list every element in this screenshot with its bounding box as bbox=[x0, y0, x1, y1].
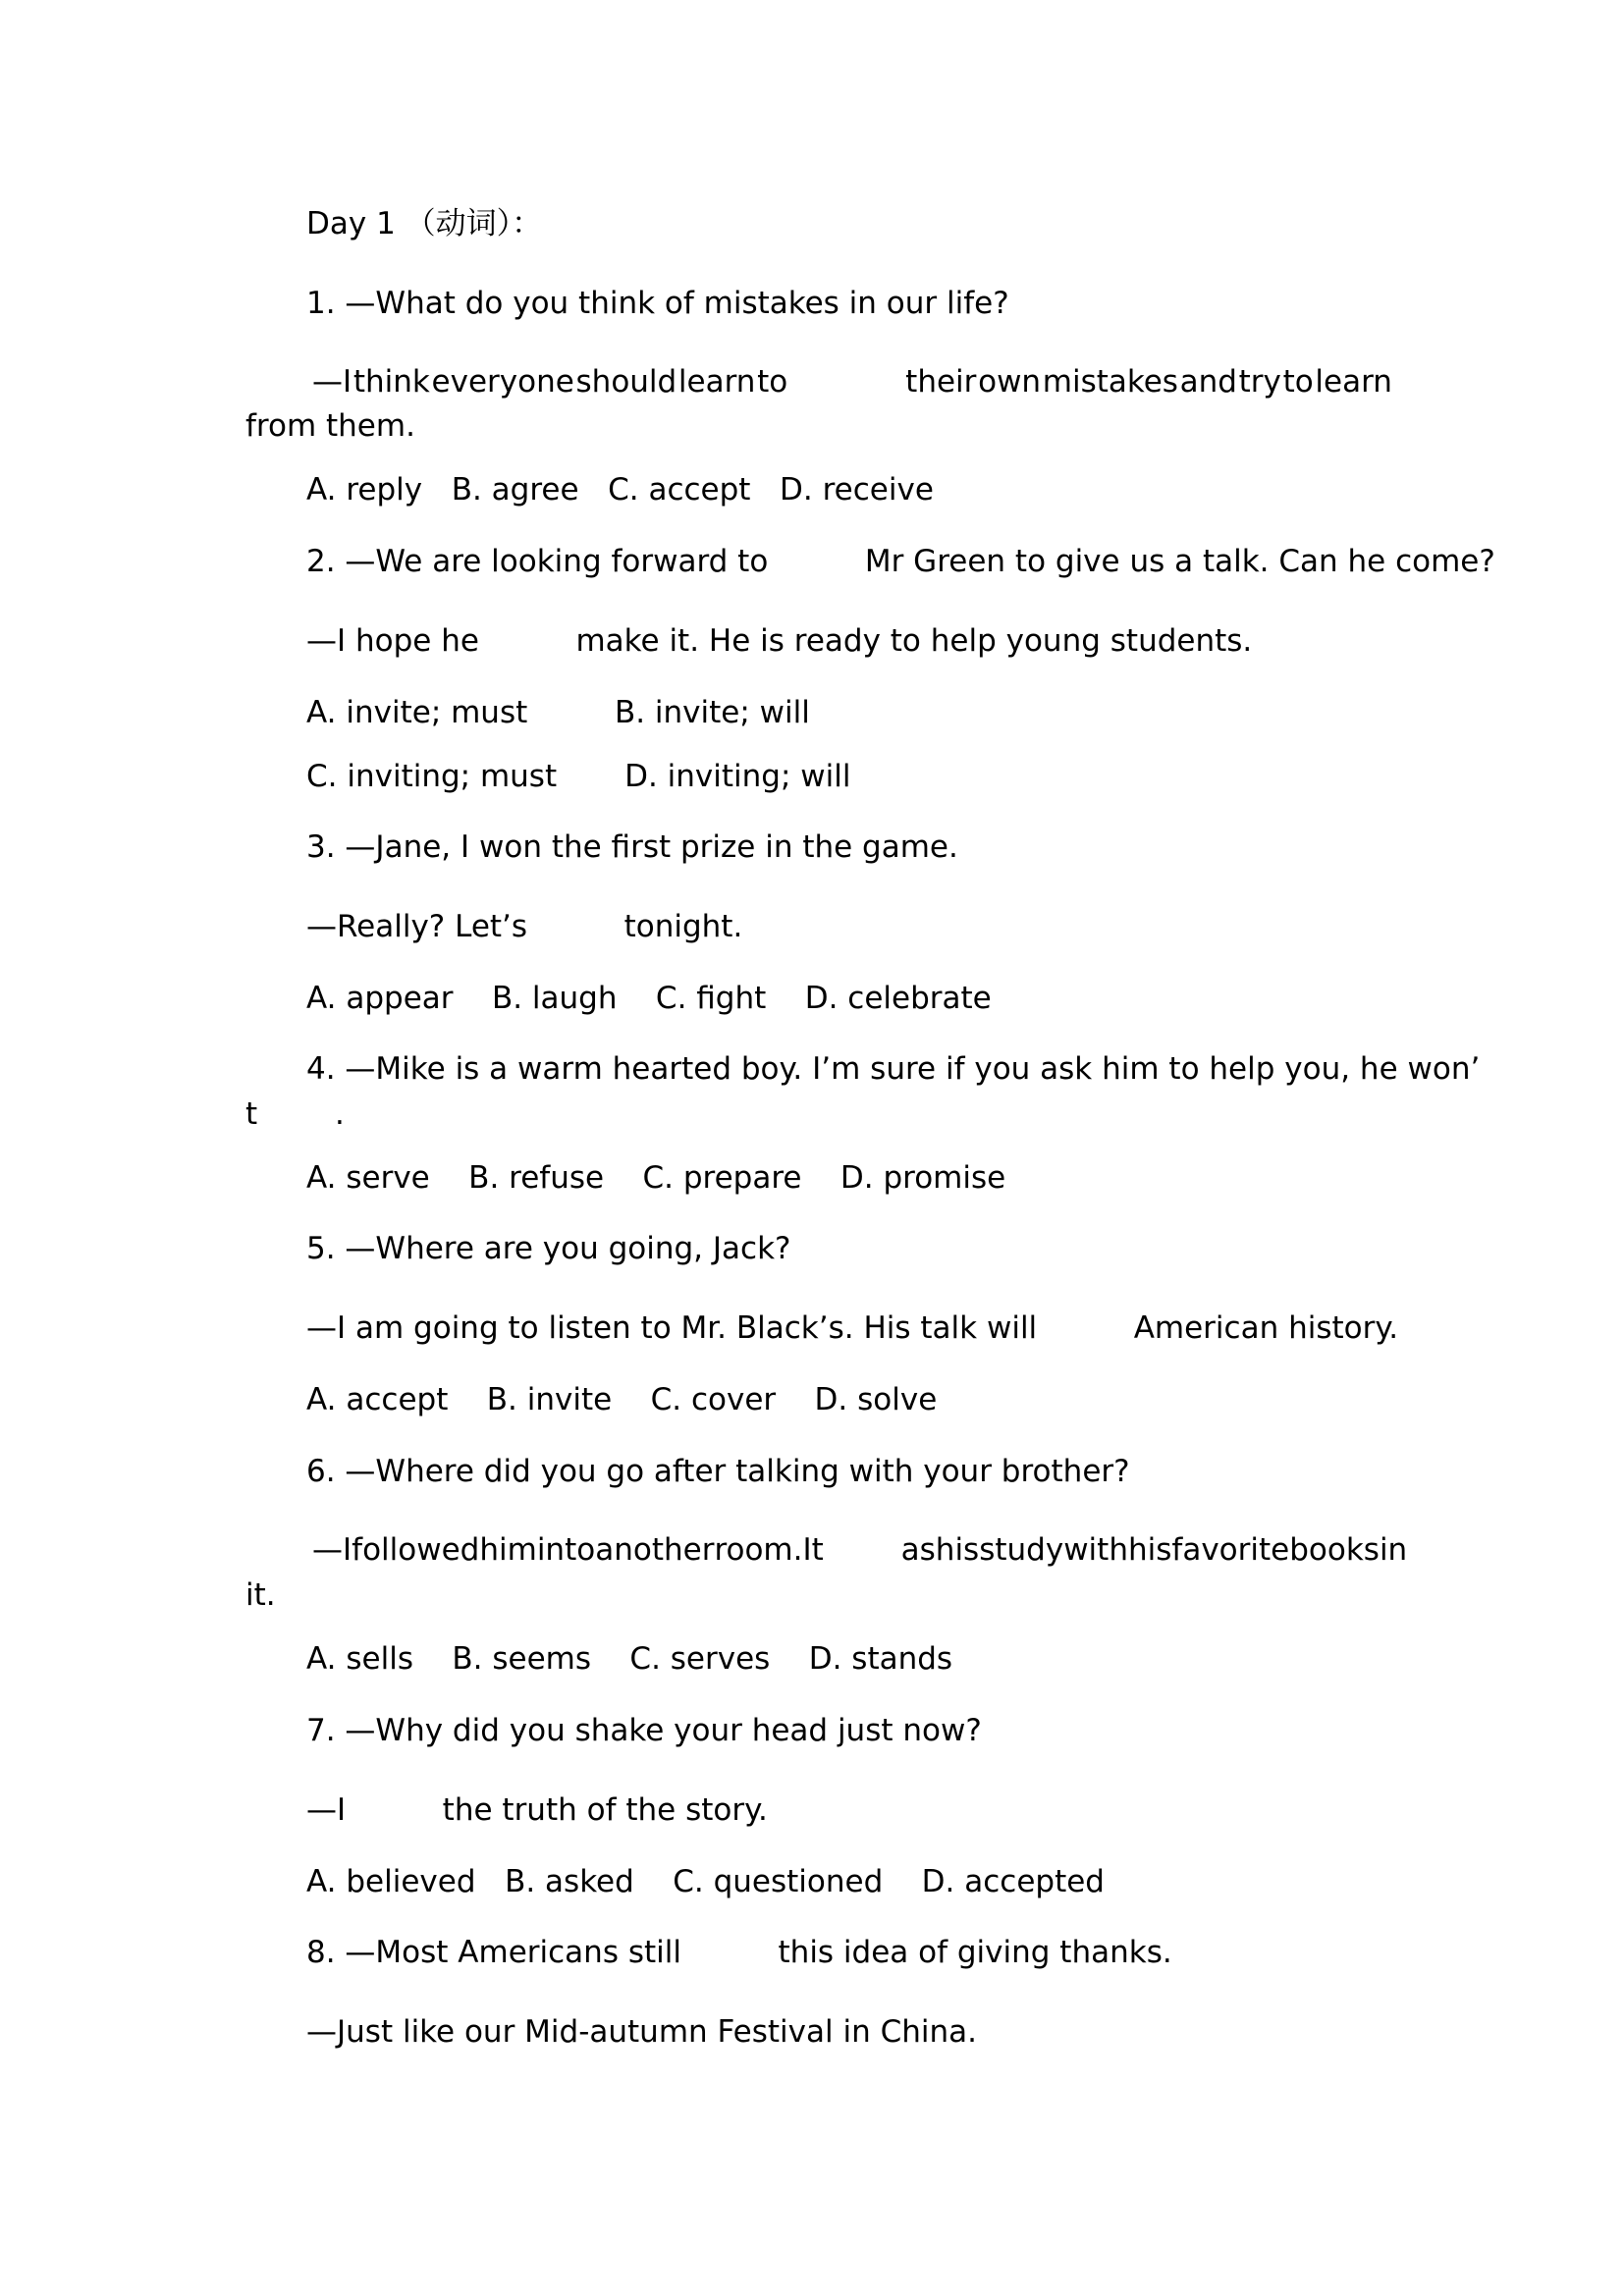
q2-options-line2: C. inviting; must D. inviting; will bbox=[306, 759, 851, 794]
q1-question: 1. —What do you think of mistakes in our life? bbox=[306, 286, 1009, 321]
q1-word: should bbox=[575, 364, 677, 400]
q2-options-line1: A. invite; must B. invite; will bbox=[306, 695, 810, 730]
q6-word: —I bbox=[312, 1532, 352, 1568]
q6-word: his bbox=[1127, 1532, 1172, 1568]
q6-word: study bbox=[979, 1532, 1064, 1568]
q6-word: room. bbox=[714, 1532, 803, 1568]
q4-options: A. serve B. refuse C. prepare D. promise bbox=[306, 1160, 1006, 1196]
q6-word: his bbox=[935, 1532, 980, 1568]
q6-word: followed bbox=[352, 1532, 480, 1568]
q6-question: 6. —Where did you go after talking with your brother? bbox=[306, 1454, 1130, 1489]
day-heading: Day 1 （动词）： bbox=[306, 206, 543, 241]
q1-word: everyone bbox=[431, 364, 574, 400]
q5-question: 5. —Where are you going, Jack? bbox=[306, 1231, 791, 1266]
q1-word: own bbox=[978, 364, 1042, 400]
q6-options: A. sells B. seems C. serves D. stands bbox=[306, 1641, 953, 1677]
q1-word: to bbox=[757, 364, 788, 400]
q1-word: learn bbox=[1315, 364, 1392, 400]
q5-answer: —I am going to listen to Mr. Black’s. His talk will American history. bbox=[306, 1310, 1399, 1346]
q8-answer: —Just like our Mid-autumn Festival in China. bbox=[306, 2014, 977, 2050]
q6-word: as bbox=[823, 1532, 936, 1568]
q1-word: think bbox=[352, 364, 430, 400]
q8-question: 8. —Most Americans still this idea of giving thanks. bbox=[306, 1935, 1172, 1970]
q7-answer: —I the truth of the story. bbox=[306, 1792, 768, 1828]
q7-options: A. believed B. asked C. questioned D. accepted bbox=[306, 1864, 1105, 1899]
q1-answer bbox=[312, 364, 1392, 400]
q1-word: their bbox=[788, 364, 977, 400]
q1-word: and bbox=[1179, 364, 1237, 400]
q1-word: learn bbox=[677, 364, 756, 400]
q6-word: It bbox=[802, 1532, 824, 1568]
q6-answer-wrap: it. bbox=[245, 1577, 276, 1613]
q2-answer: —I hope he make it. He is ready to help young students. bbox=[306, 623, 1253, 659]
q1-word: mistakes bbox=[1042, 364, 1178, 400]
q3-options: A. appear B. laugh C. fight D. celebrate bbox=[306, 981, 992, 1016]
q1-answer-wrap: from them. bbox=[245, 408, 415, 444]
q6-word: favorite bbox=[1171, 1532, 1290, 1568]
q3-question: 3. —Jane, I won the first prize in the game. bbox=[306, 829, 958, 865]
q6-answer bbox=[312, 1532, 1408, 1568]
q6-word: with bbox=[1063, 1532, 1128, 1568]
q1-options: A. reply B. agree C. accept D. receive bbox=[306, 472, 934, 507]
q6-word: in bbox=[1379, 1532, 1408, 1568]
q5-options: A. accept B. invite C. cover D. solve bbox=[306, 1382, 938, 1417]
q2-question: 2. —We are looking forward to Mr Green to give us a talk. Can he come? bbox=[306, 544, 1495, 579]
q1-word: —I bbox=[312, 364, 352, 400]
q3-answer: —Really? Let’s tonight. bbox=[306, 909, 743, 944]
q4-question-wrap: t . bbox=[245, 1096, 345, 1132]
q4-question: 4. —Mike is a warm hearted boy. I’m sure if you ask him to help you, he won’ bbox=[306, 1051, 1481, 1087]
q6-word: him bbox=[479, 1532, 537, 1568]
q6-word: another bbox=[595, 1532, 715, 1568]
q6-word: into bbox=[536, 1532, 596, 1568]
q6-word: books bbox=[1289, 1532, 1380, 1568]
q1-word: to bbox=[1282, 364, 1314, 400]
q1-word: try bbox=[1238, 364, 1281, 400]
q7-question: 7. —Why did you shake your head just now? bbox=[306, 1713, 982, 1748]
